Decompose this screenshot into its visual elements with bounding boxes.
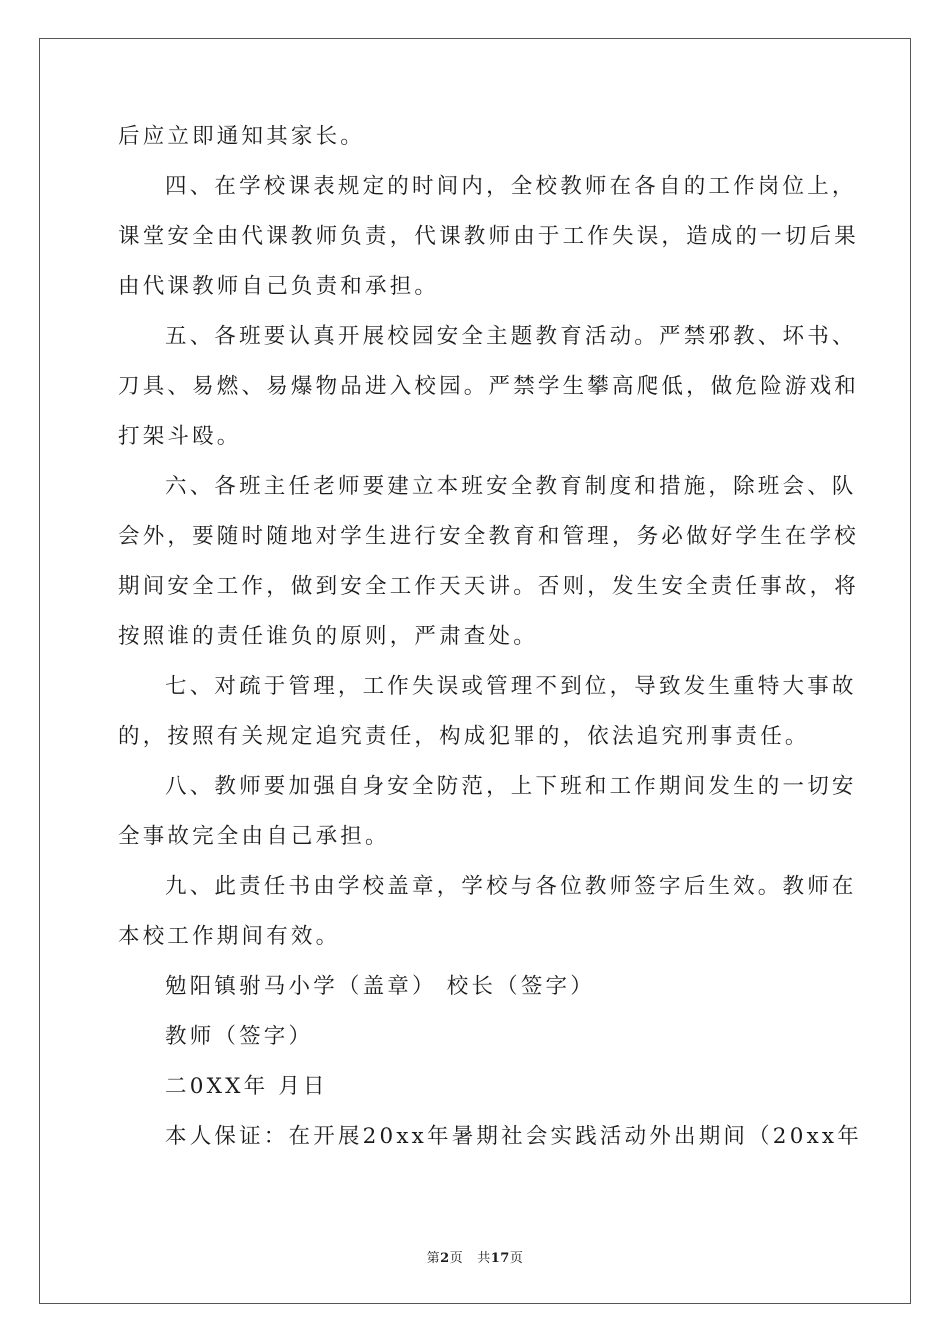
total-suffix: 页 [509,1251,524,1266]
paragraph-eight-line: 八、教师要加强自身安全防范，上下班和工作期间发生的一切安 [165,774,857,799]
paragraph-five-line: 五、各班要认真开展校园安全主题教育活动。严禁邪教、坏书、 [165,324,857,349]
text-line: 的，按照有关规定追究责任，构成犯罪的，依法追究刑事责任。 [118,724,810,749]
total-pages: 17 [490,1251,510,1266]
text-line: 刀具、易燃、易爆物品进入校园。严禁学生攀高爬低，做危险游戏和 [118,374,860,399]
text-line: 由代课教师自己负责和承担。 [118,274,440,299]
page-suffix: 页 [449,1251,464,1266]
page-prefix: 第 [426,1251,441,1266]
text-line: 课堂安全由代课教师负责，代课教师由于工作失误，造成的一切后果 [118,224,860,249]
text-line: 本校工作期间有效。 [118,924,341,949]
text-line: 打架斗殴。 [118,424,242,449]
text-line: 期间安全工作，做到安全工作天天讲。否则，发生安全责任事故，将 [118,574,860,599]
page-number: 2 [440,1251,450,1266]
paragraph-seven-line: 七、对疏于管理，工作失误或管理不到位，导致发生重特大事故 [165,674,857,699]
paragraph-four-line: 四、在学校课表规定的时间内，全校教师在各自的工作岗位上， [165,174,857,199]
text-line: 按照谁的责任谁负的原则，严肃查处。 [118,624,538,649]
paragraph-nine-line: 九、此责任书由学校盖章，学校与各位教师签字后生效。教师在 [165,874,857,899]
pledge-line: 本人保证：在开展20xx年暑期社会实践活动外出期间（20xx年 [165,1124,862,1149]
text-line: 全事故完全由自己承担。 [118,824,390,849]
page-footer [0,1247,950,1266]
paragraph-six-line: 六、各班主任老师要建立本班安全教育制度和措施，除班会、队 [165,474,857,499]
date-line: 二0XX年 月日 [165,1074,328,1099]
total-prefix: 共 [477,1251,491,1266]
text-line: 后应立即通知其家长。 [118,124,366,149]
school-signature-line: 勉阳镇驸马小学（盖章） 校长（签字） [165,974,595,999]
text-line: 会外，要随时随地对学生进行安全教育和管理，务必做好学生在学校 [118,524,860,549]
teacher-signature-line: 教师（签字） [165,1024,314,1049]
